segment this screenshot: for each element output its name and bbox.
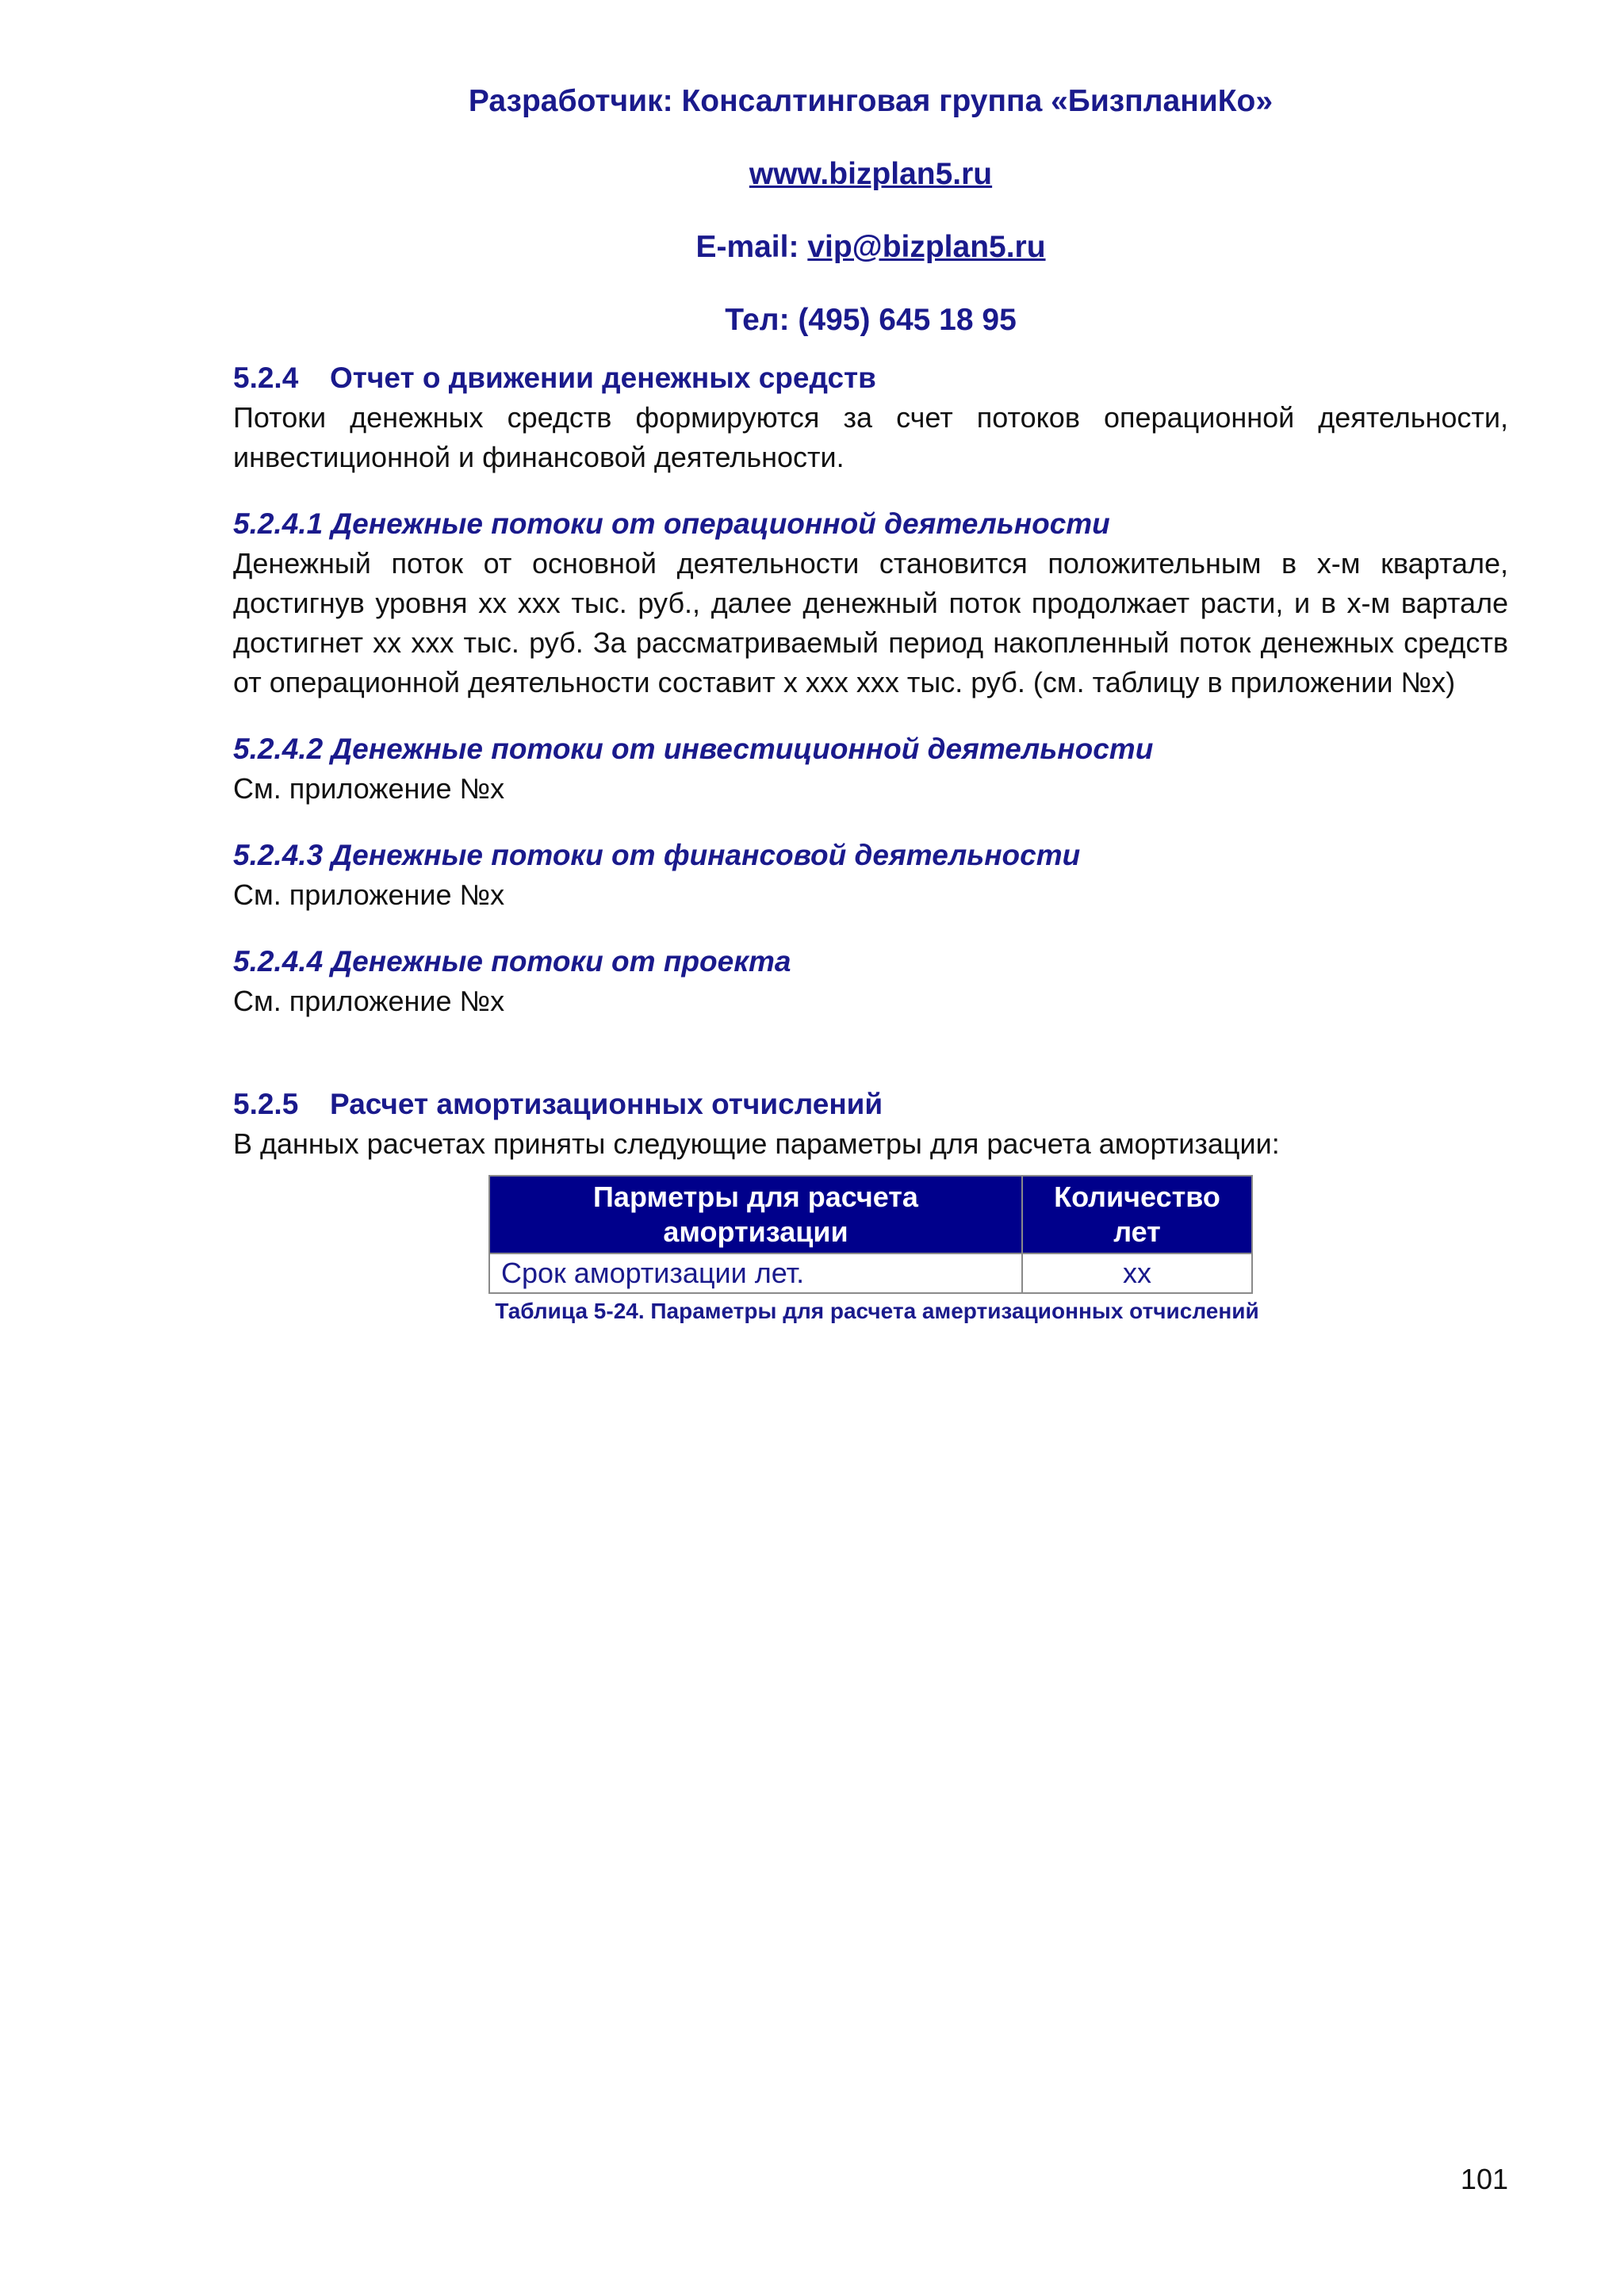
- section-number: 5.2.4: [233, 362, 299, 394]
- section-paragraph: Потоки денежных средств формируются за счет потоков операционной деятельности, инвестиционной и финансовой деятельности.: [233, 401, 1508, 473]
- email-line: [233, 225, 1508, 270]
- table-caption: Таблица 5-24. Параметры для расчета амертизационных отчислений: [495, 1299, 1259, 1323]
- section-number: 5.2.5: [233, 1088, 299, 1120]
- website-link[interactable]: www.bizplan5.ru: [749, 157, 993, 191]
- section-heading-5-2-4: [233, 358, 1508, 398]
- email-link[interactable]: vip@bizplan5.ru: [807, 230, 1046, 264]
- subsection-heading-5-2-4-1: 5.2.4.1 Денежные потоки от операционной деятельности: [233, 507, 1110, 540]
- page-number: 101: [1460, 2163, 1508, 2195]
- section-title: Расчет амортизационных отчислений: [330, 1088, 883, 1120]
- section-title: Отчет о движении денежных средств: [330, 362, 876, 394]
- table-header-cell: Количество лет: [1022, 1176, 1252, 1253]
- amortization-table-wrap: [488, 1175, 1259, 1324]
- subsection-heading-5-2-4-2: 5.2.4.2 Денежные потоки от инвестиционной деятельности: [233, 733, 1154, 765]
- website-line: [233, 152, 1508, 197]
- table-cell: Срок амортизации лет.: [489, 1253, 1022, 1293]
- subsection-heading-5-2-4-3: 5.2.4.3 Денежные потоки от финансовой деятельности: [233, 839, 1081, 871]
- subsection-heading-5-2-4-4: 5.2.4.4 Денежные потоки от проекта: [233, 945, 791, 978]
- table-row: [489, 1253, 1252, 1293]
- table-header-row: [489, 1176, 1252, 1253]
- subsection-paragraph: См. приложение №х: [233, 878, 505, 911]
- phone-line: Тел: (495) 645 18 95: [725, 303, 1017, 337]
- table-header-cell: Парметры для расчета амортизации: [489, 1176, 1022, 1253]
- subsection-paragraph: См. приложение №х: [233, 985, 505, 1017]
- email-label: E-mail:: [695, 230, 808, 264]
- amortization-table: [488, 1175, 1253, 1294]
- page-content: [233, 79, 1508, 1324]
- subsection-paragraph: Денежный поток от основной деятельности становится положительным в x-м квартале, достигнув уровня хх ххх тыс. руб., далее денежный поток продолжает расти, и в х-м вартале достигнет хх ххх тыс. руб. За рассматриваемый период накопленный поток денежных средств от операционной деятельности составит х ххх ххх тыс. руб. (см. таблицу в приложении №х): [233, 547, 1508, 698]
- section-heading-5-2-5: [233, 1085, 1508, 1124]
- developer-line: Разработчик: Консалтинговая группа «БизпланиКо»: [468, 84, 1274, 118]
- table-cell: хх: [1022, 1253, 1252, 1293]
- section-paragraph: В данных расчетах приняты следующие параметры для расчета амортизации:: [233, 1127, 1280, 1160]
- subsection-paragraph: См. приложение №х: [233, 772, 505, 805]
